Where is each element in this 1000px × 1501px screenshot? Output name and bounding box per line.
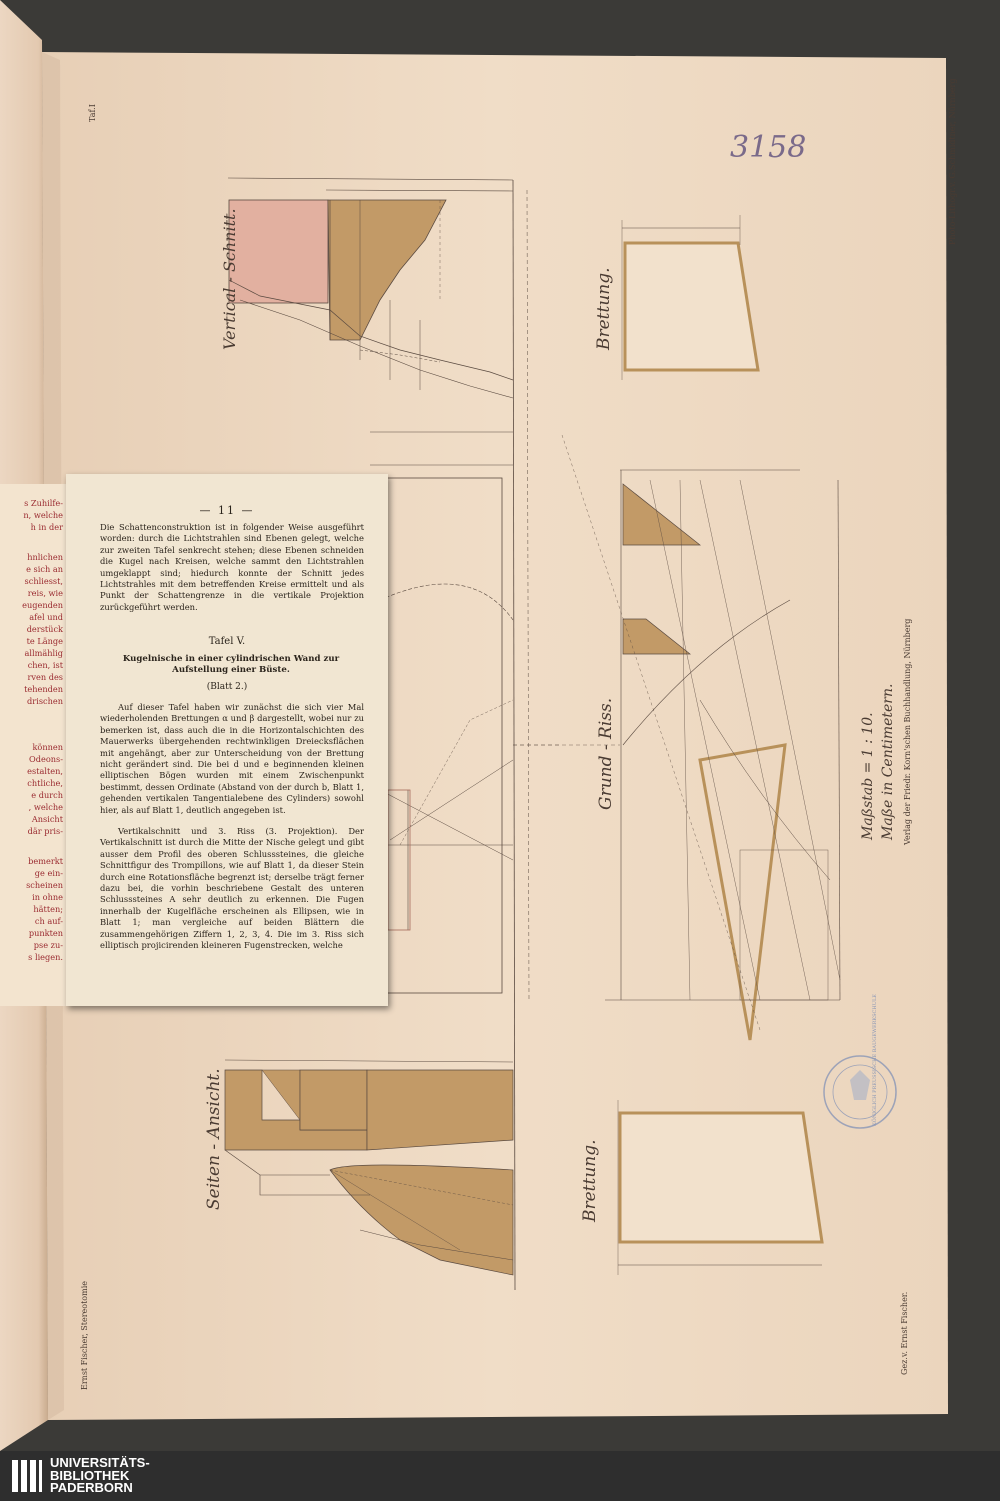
library-footer xyxy=(0,1451,1000,1501)
fragment-line: schliesst, xyxy=(24,576,63,586)
fragment-line: bemerkt xyxy=(28,856,63,866)
drawn-by-credit: Gez.v. Ernst Fischer. xyxy=(900,1291,909,1375)
fragment-line: eugenden xyxy=(22,600,63,610)
tafel-heading: Tafel V. xyxy=(208,636,246,647)
fragment-line: , welche xyxy=(28,802,63,812)
stamp-text: KÖNIGLICH PREUSSISCHE BAUGEWERKSCHULE xyxy=(872,994,878,1126)
fragment-line: derstück xyxy=(26,624,63,634)
units-label: Maße in Centimetern. xyxy=(880,683,896,840)
blatt-label: (Blatt 2.) xyxy=(206,682,248,692)
fragment-line: där pris- xyxy=(27,826,63,836)
fragment-line: te Länge xyxy=(26,636,63,646)
side-view-label: Seiten - Ansicht. xyxy=(204,1068,224,1210)
fragment-line: hnlichen xyxy=(27,552,63,562)
fragment-line: chen, ist xyxy=(27,660,63,670)
fragment-line: in ohne xyxy=(32,892,63,902)
left-page-text-fragment xyxy=(0,484,66,1006)
library-logo-icon xyxy=(10,1456,44,1496)
fragment-line: chtliche, xyxy=(27,778,63,788)
vertical-section-label: Vertical - Schnitt. xyxy=(220,208,239,350)
fragment-line: ch auf- xyxy=(34,916,63,926)
intro-paragraph: Die Schattenconstruktion ist in folgender Weise ausgeführt worden: durch die Lichtstrahlen sind Ebenen gelegt, welche zur zweiten Tafel senkrecht stehen; diese Ebenen schneiden die Kugel nach Kreisen, welche sammt den Lichtstrahlen umgeklappt sind; hiedurch konnte der Schnitt jedes Lichtstrahles mit dem betreffenden Kreise ermittelt und als Punkt der Schattengrenze in die vertikale Projektion zurückgeführt werden. xyxy=(100,522,364,612)
publisher-credit: Verlag der Friedr. Korn'schen Buchhandlung, Nürnberg xyxy=(903,618,912,845)
fragment-line: scheinen xyxy=(26,880,63,890)
fragment-line: allmählig xyxy=(24,648,63,658)
fragment-line: tehenden xyxy=(24,684,63,694)
fragment-line: hätten; xyxy=(33,904,63,914)
fragment-line: ge ein- xyxy=(34,868,63,878)
fragment-line: Odeons- xyxy=(29,754,63,764)
fragment-line: punkten xyxy=(28,928,63,938)
fragment-line: e sich an xyxy=(26,564,63,574)
handwritten-number: 3158 xyxy=(730,130,807,165)
fragment-line: reis, wie xyxy=(27,588,63,598)
bedding-top-label: Brettung. xyxy=(594,267,614,350)
bedding-bottom-label: Brettung. xyxy=(580,1139,600,1222)
fragment-line: s liegen. xyxy=(28,952,63,962)
tafel-subtitle: Kugelnische in einer cylindrischen Wand zur Aufstellung einer Büste. xyxy=(122,654,340,675)
fragment-line: können xyxy=(32,742,63,752)
page-number: — 11 — xyxy=(199,504,255,517)
fragment-line: rven des xyxy=(27,672,63,682)
scale-label: Maßstab = 1 : 10. xyxy=(860,712,876,840)
author-credit: Ernst Fischer, Stereotomie xyxy=(80,1280,89,1390)
plate-tag: Taf.I xyxy=(88,104,97,122)
fragment-line: Ansicht xyxy=(31,814,63,824)
printer-credit: Photo-Lithogr.v. G.Schmidtner, Nürnberg xyxy=(948,78,957,245)
library-name xyxy=(50,1451,150,1495)
body-paragraph-1: Auf dieser Tafel haben wir zunächst die sich vier Mal wiederholenden Brettungen α und β dargestellt, wobei nur zu bemerken ist, dass auch die in die Horizontalschichten des Mauerwerks übergehenden rechtwinkligen Dreiecksflächen mit angehängt, aber zur Unterscheidung von der Brettung nicht gerändert sind. Die bei d und e beginnenden kleinen elliptischen Bögen wurden mit einem Zwischenpunkt bestimmt, dessen Ordinate (Abstand von der durch b, Blatt 1, gehenden vertikalen Tangentialebene des Cylinders) sowohl hier, als auf Blatt 1, deutlich angegeben ist. xyxy=(100,702,364,815)
fragment-line: estalten, xyxy=(27,766,63,776)
fragment-line: drischen xyxy=(27,696,63,706)
library-name-line: PADERBORN xyxy=(50,1480,133,1495)
fragment-line: afel und xyxy=(29,612,63,622)
fragment-line: e durch xyxy=(31,790,63,800)
fragment-line: h in der xyxy=(30,522,63,532)
ground-plan-label: Grund - Riss. xyxy=(596,697,616,810)
fragment-line: pse zu- xyxy=(33,940,63,950)
fragment-line: s Zuhilfe- xyxy=(24,498,63,508)
inserted-text-page xyxy=(66,474,388,1006)
body-paragraph-2: Vertikalschnitt und 3. Riss (3. Projektion). Der Vertikalschnitt ist durch die Mitte der Nische gelegt und gibt ausser dem Profil des oberen Schlusssteines, die gleiche Schnittfigur des Trompillons, wie auf Blatt 1, da dieser Stein durch eine Rotationsfläche begrenzt ist; derselbe trägt ferner dazu bei, die vorhin beschriebene Gestalt des unteren Schlusssteines A sehr deutlich zu erkennen. Die Fugen innerhalb der Kugelfläche erscheinen als Ellipsen, wie in Blatt 1; man vergleiche auf beiden Blättern die zusammengehörigen Ziffern 1, 2, 3, 4. Die im 3. Riss sich elliptisch projicirenden kleineren Fugenstrecken, welche xyxy=(100,826,364,951)
library-name-line: BIBLIOTHEK xyxy=(50,1467,130,1483)
fragment-line: n, welche xyxy=(23,510,63,520)
library-name-line: UNIVERSITÄTS- xyxy=(50,1455,150,1470)
